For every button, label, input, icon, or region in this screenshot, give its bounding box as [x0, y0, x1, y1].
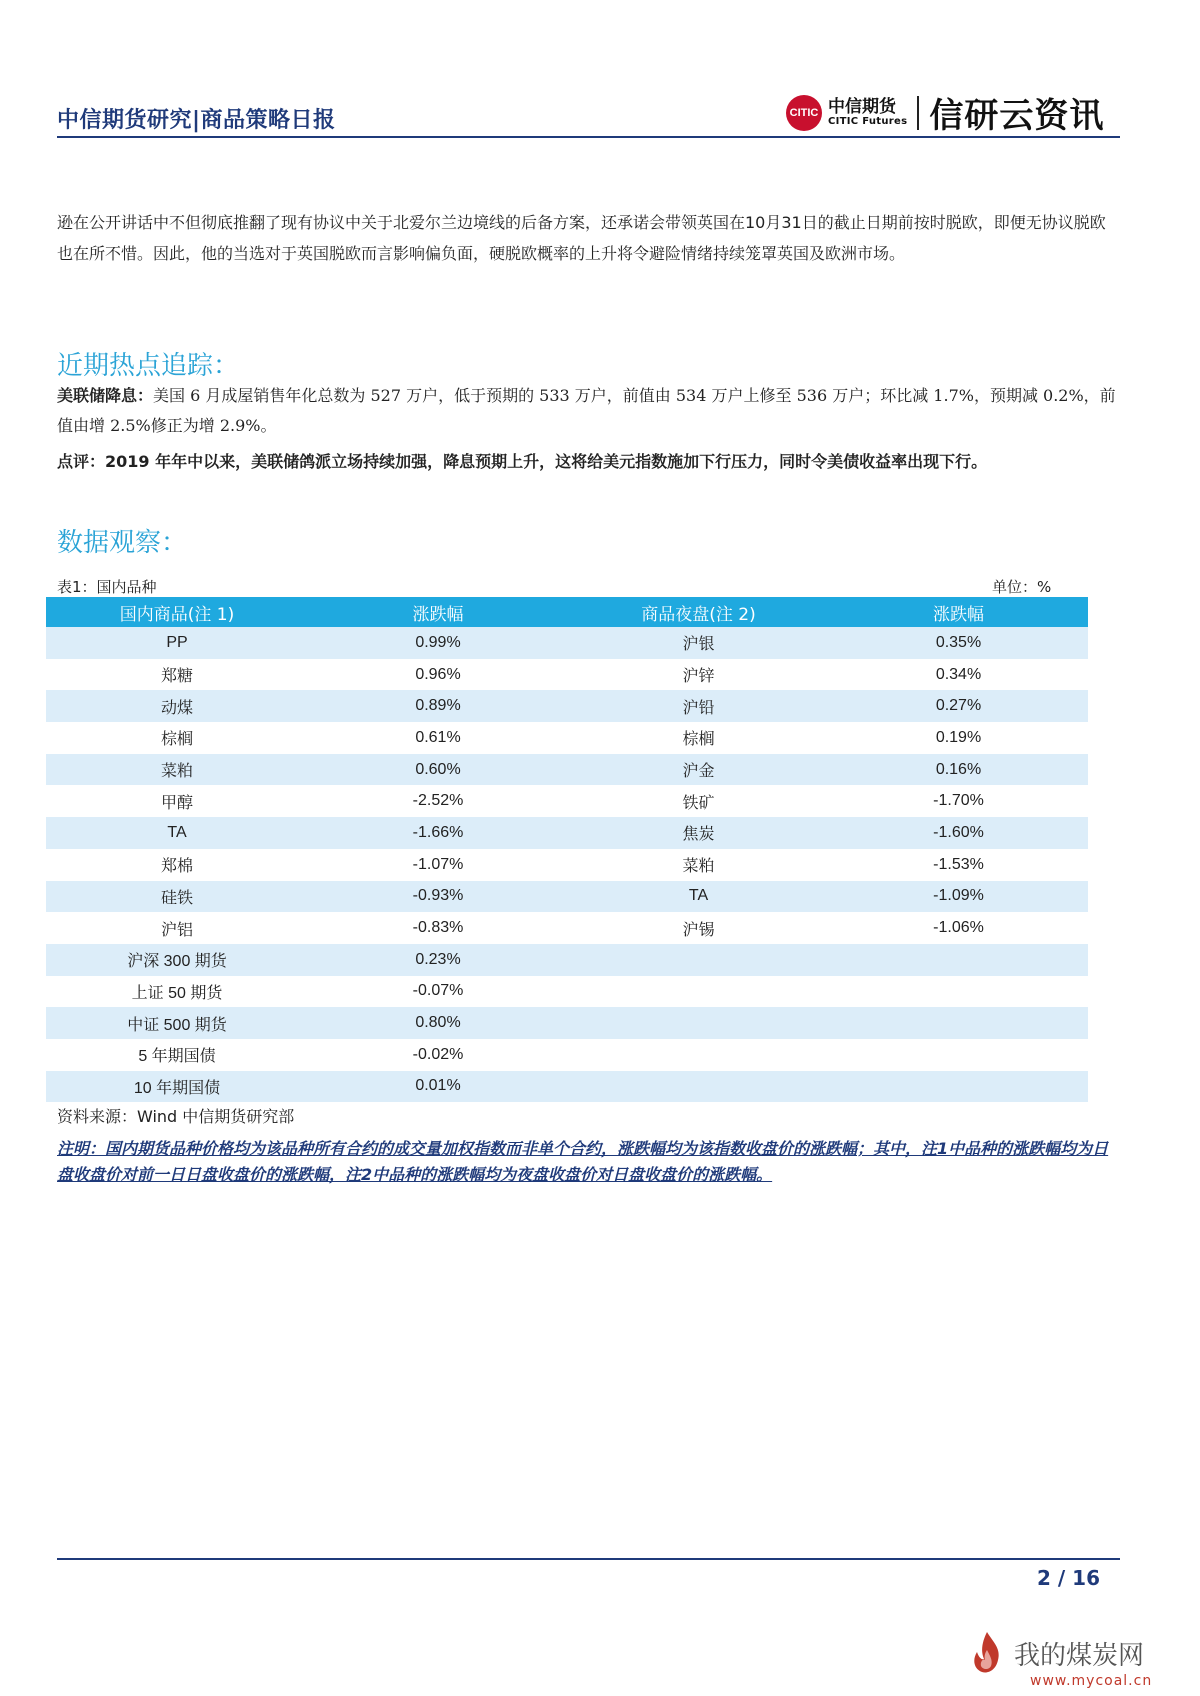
table-cell: 0.16% [829, 754, 1088, 786]
table-cell: 0.23% [308, 944, 568, 976]
table-cell: -0.93% [308, 881, 568, 913]
table-row [46, 1071, 1088, 1103]
table-unit: 单位：% [992, 578, 1052, 596]
table-cell: 0.61% [308, 722, 568, 754]
news-label: 美联储降息： [57, 386, 154, 405]
table-cell: -1.60% [829, 817, 1088, 849]
table-row [46, 627, 1088, 659]
table-cell: 沪锌 [568, 659, 829, 691]
flame-icon [968, 1630, 1006, 1676]
watermark-url: www.mycoal.cn [1030, 1673, 1153, 1689]
footnote: 注明：国内期货品种价格均为该品种所有合约的成交量加权指数而非单个合约，涨跌幅均为该指数收盘价的涨跌幅；其中，注1中品种的涨跌幅均为日盘收盘价对前一日日盘收盘价的涨跌幅，注2中品种的涨跌幅均为夜盘收盘价对日盘收盘价的涨跌幅。 [57, 1139, 1109, 1184]
column-header: 国内商品(注 1) [46, 597, 308, 627]
table-cell: 0.19% [829, 722, 1088, 754]
table-cell: -1.09% [829, 881, 1088, 913]
table-cell [829, 1039, 1088, 1071]
logo-en-text: CITIC Futures [828, 116, 908, 127]
table-cell: 5 年期国债 [46, 1039, 308, 1071]
table-cell: 0.89% [308, 690, 568, 722]
table-cell: -0.02% [308, 1039, 568, 1071]
table-cell: 0.99% [308, 627, 568, 659]
table-row [46, 1007, 1088, 1039]
table-cell: 郑棉 [46, 849, 308, 881]
page-number: 2 / 16 [1037, 1566, 1100, 1590]
column-header: 商品夜盘(注 2) [568, 597, 829, 627]
table-cell: -1.07% [308, 849, 568, 881]
table-cell: 铁矿 [568, 785, 829, 817]
table-cell: 棕榈 [568, 722, 829, 754]
table-cell: TA [46, 817, 308, 849]
table-cell: 0.96% [308, 659, 568, 691]
logo-divider [917, 96, 919, 130]
table-row [46, 754, 1088, 786]
table-cell: PP [46, 627, 308, 659]
citic-logo-icon: CITIC [786, 95, 822, 131]
table-cell: 菜粕 [46, 754, 308, 786]
table-cell [568, 1071, 829, 1103]
table-header-row [46, 597, 1088, 627]
header-rule [57, 136, 1120, 138]
table-cell: 动煤 [46, 690, 308, 722]
table-row [46, 690, 1088, 722]
table-cell: 10 年期国债 [46, 1071, 308, 1103]
table-cell: 0.34% [829, 659, 1088, 691]
logo-text [828, 98, 907, 127]
table-cell [829, 944, 1088, 976]
column-header: 涨跌幅 [308, 597, 568, 627]
table-row [46, 976, 1088, 1008]
citic-logo [786, 88, 1104, 137]
table-cell: -0.83% [308, 912, 568, 944]
logo-cn-text: 中信期货 [828, 97, 896, 117]
table-row [46, 849, 1088, 881]
table-cell: 焦炭 [568, 817, 829, 849]
watermark [968, 1630, 1144, 1676]
table-cell: 菜粕 [568, 849, 829, 881]
report-title: 中信期货研究|商品策略日报 [57, 108, 336, 133]
table-cell: -2.52% [308, 785, 568, 817]
table-body [46, 627, 1088, 1102]
table-cell: 中证 500 期货 [46, 1007, 308, 1039]
table-cell: 郑糖 [46, 659, 308, 691]
table-row [46, 912, 1088, 944]
table-cell: -0.07% [308, 976, 568, 1008]
table-cell: 上证 50 期货 [46, 976, 308, 1008]
table-cell: -1.06% [829, 912, 1088, 944]
table-cell: TA [568, 881, 829, 913]
data-section-heading: 数据观察： [57, 528, 188, 558]
table-cell [829, 976, 1088, 1008]
table-cell [568, 1039, 829, 1071]
data-source: 资料来源：Wind 中信期货研究部 [57, 1107, 295, 1126]
table-cell: 沪锡 [568, 912, 829, 944]
table-row [46, 944, 1088, 976]
table-cell: 0.35% [829, 627, 1088, 659]
footer-rule [57, 1558, 1120, 1560]
column-header: 涨跌幅 [829, 597, 1088, 627]
table-cell [568, 976, 829, 1008]
table-row [46, 817, 1088, 849]
watermark-title: 我的煤炭网 [1014, 1640, 1145, 1671]
table-caption: 表1：国内品种 [57, 578, 157, 596]
table-cell: 0.01% [308, 1071, 568, 1103]
brand-name: 信研云资讯 [929, 96, 1105, 136]
table-cell: 甲醇 [46, 785, 308, 817]
table-row [46, 1039, 1088, 1071]
table-cell: 沪铝 [46, 912, 308, 944]
table-cell: 棕榈 [46, 722, 308, 754]
table-cell [829, 1071, 1088, 1103]
table-cell [568, 944, 829, 976]
table-cell: 沪深 300 期货 [46, 944, 308, 976]
comment-text: 点评：2019 年年中以来，美联储鸽派立场持续加强，降息预期上升，这将给美元指数施加下行压力，同时令美债收益率出现下行。 [57, 452, 988, 471]
table-row [46, 881, 1088, 913]
table-cell: 0.80% [308, 1007, 568, 1039]
news-item [57, 381, 1120, 441]
table-row [46, 785, 1088, 817]
table-cell: 沪银 [568, 627, 829, 659]
table-cell: -1.66% [308, 817, 568, 849]
intro-paragraph: 逊在公开讲话中不但彻底推翻了现有协议中关于北爱尔兰边境线的后备方案，还承诺会带领英国在10月31日的截止日期前按时脱欧，即便无协议脱欧也在所不惜。因此，他的当选对于英国脱欧而言影响偏负面，硬脱欧概率的上升将令避险情绪持续笼罩英国及欧洲市场。 [57, 213, 1106, 263]
table-cell: 0.60% [308, 754, 568, 786]
table-cell [829, 1007, 1088, 1039]
table-cell: -1.53% [829, 849, 1088, 881]
table-cell: 沪铅 [568, 690, 829, 722]
table-row [46, 722, 1088, 754]
table-row [46, 659, 1088, 691]
news-text: 美国 6 月成屋销售年化总数为 527 万户，低于预期的 533 万户，前值由 534 万户上修至 536 万户；环比减 1.7%，预期减 0.2%，前值由增 2.5%修正为增 2.9%。 [57, 386, 1116, 435]
table-cell [568, 1007, 829, 1039]
table-cell: 沪金 [568, 754, 829, 786]
table-cell: 硅铁 [46, 881, 308, 913]
table-cell: -1.70% [829, 785, 1088, 817]
hot-topics-heading: 近期热点追踪： [57, 351, 240, 381]
table-cell: 0.27% [829, 690, 1088, 722]
commodity-table [46, 597, 1088, 1102]
